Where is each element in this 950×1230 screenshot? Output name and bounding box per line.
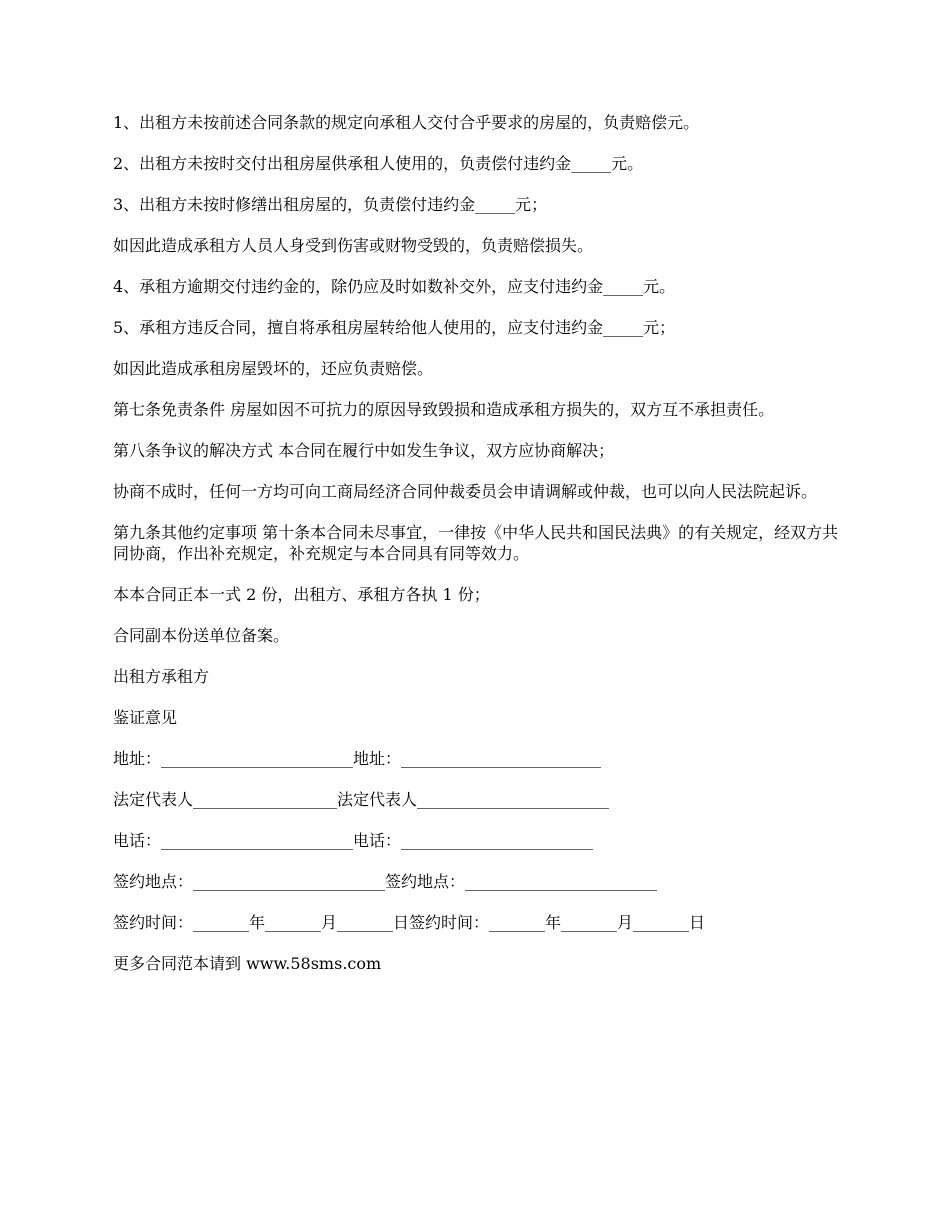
signing-time-line: 签约时间：_______年_______月_______日签约时间：_______年_______月_______日 bbox=[113, 913, 706, 932]
clause-5-note-paragraph: 如因此造成承租房屋毁坏的，还应负责赔偿。 bbox=[113, 359, 434, 378]
article-8-note-paragraph: 协商不成时，任何一方均可向工商局经济合同仲裁委员会申请调解或仲裁，也可以向人民法院起诉。 bbox=[113, 482, 818, 501]
article-8-paragraph: 第八条争议的解决方式 本合同在履行中如发生争议，双方应协商解决； bbox=[113, 441, 615, 460]
legal-representative-line: 法定代表人__________________法定代表人________________________ bbox=[113, 790, 610, 809]
clause-3-paragraph: 3、出租方未按时修缮出租房屋的，负责偿付违约金_____元； bbox=[113, 195, 548, 214]
attestation-heading: 鉴证意见 bbox=[113, 708, 178, 727]
parties-heading: 出租方承租方 bbox=[113, 667, 210, 686]
phone-line: 电话：________________________电话：________________________ bbox=[113, 831, 594, 850]
clause-2-paragraph: 2、出租方未按时交付出租房屋供承租人使用的，负责偿付违约金_____元。 bbox=[113, 154, 644, 173]
clause-1-paragraph: 1、出租方未按前述合同条款的规定向承租人交付合乎要求的房屋的，负责赔偿元。 bbox=[113, 113, 700, 132]
address-line: 地址：________________________地址：_________________________ bbox=[113, 749, 602, 768]
clause-4-paragraph: 4、承租方逾期交付违约金的，除仍应及时如数补交外，应支付违约金_____元。 bbox=[113, 277, 676, 296]
contract-body bbox=[113, 112, 843, 994]
footer-website-line: 更多合同范本请到 www.58sms.com bbox=[113, 954, 382, 973]
duplicate-filing-paragraph: 合同副本份送单位备案。 bbox=[113, 626, 290, 645]
clause-5-paragraph: 5、承租方违反合同，擅自将承租房屋转给他人使用的，应支付违约金_____元； bbox=[113, 318, 676, 337]
clause-3-note-paragraph: 如因此造成承租方人员人身受到伤害或财物受毁的，负责赔偿损失。 bbox=[113, 236, 594, 255]
article-7-paragraph: 第七条免责条件 房屋如因不可抗力的原因导致毁损和造成承租方损失的，双方互不承担责任。 bbox=[113, 400, 775, 419]
signing-place-line: 签约地点：________________________签约地点：________________________ bbox=[113, 872, 658, 891]
copies-paragraph: 本本合同正本一式 2 份，出租方、承租方各执 1 份； bbox=[113, 585, 490, 604]
article-9-paragraph: 第九条其他约定事项 第十条本合同未尽事宜，一律按《中华人民共和国民法典》的有关规定，经双方共同协商，作出补充规定，补充规定与本合同具有同等效力。 bbox=[113, 523, 839, 563]
